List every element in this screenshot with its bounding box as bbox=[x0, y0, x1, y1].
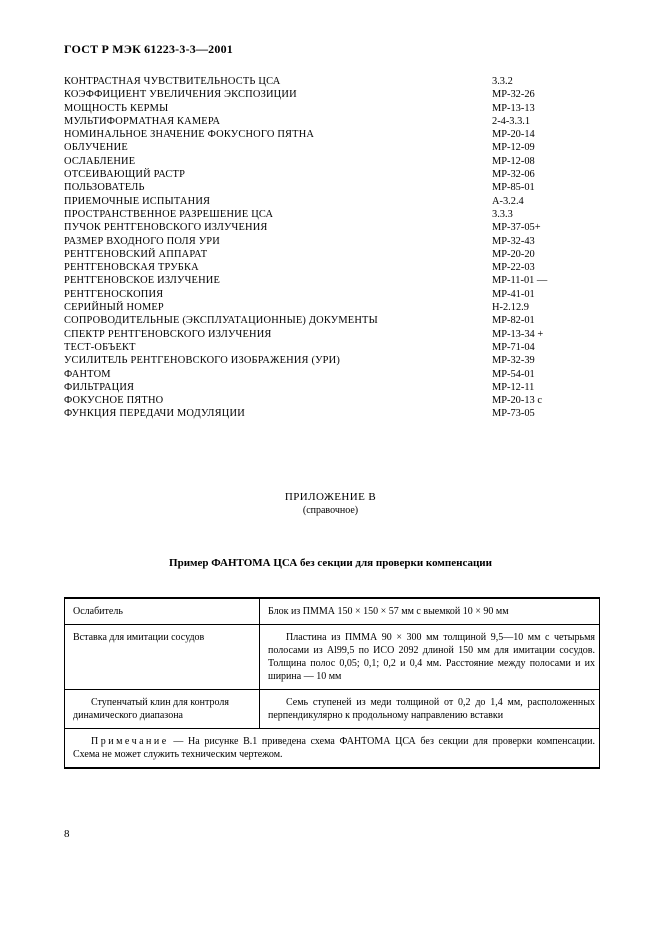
row-label: Ослабитель bbox=[65, 598, 260, 625]
table-row bbox=[65, 625, 600, 690]
term-name: ФУНКЦИЯ ПЕРЕДАЧИ МОДУЛЯЦИИ bbox=[64, 408, 245, 420]
term-name: ОТСЕИВАЮЩИЙ РАСТР bbox=[64, 169, 186, 181]
term-row bbox=[64, 195, 604, 208]
row-label: Вставка для имитации сосудов bbox=[65, 625, 260, 690]
term-row bbox=[64, 368, 604, 381]
term-row bbox=[64, 314, 604, 327]
term-name: УСИЛИТЕЛЬ РЕНТГЕНОВСКОГО ИЗОБРАЖЕНИЯ (УРИ) bbox=[64, 355, 341, 367]
appendix-subtitle: (справочное) bbox=[302, 505, 359, 516]
term-code: МР-37-05+ bbox=[492, 222, 541, 234]
term-code: МР-22-03 bbox=[492, 262, 535, 274]
term-name: СЕРИЙНЫЙ НОМЕР bbox=[64, 302, 164, 314]
term-name: ПУЧОК РЕНТГЕНОВСКОГО ИЗЛУЧЕНИЯ bbox=[64, 222, 268, 234]
terms-index-list bbox=[64, 75, 604, 421]
term-code: МР-71-04 bbox=[492, 341, 535, 353]
term-row bbox=[64, 341, 604, 354]
table-row bbox=[65, 690, 600, 729]
table-row bbox=[65, 598, 600, 625]
term-name: ОСЛАБЛЕНИЕ bbox=[64, 155, 136, 167]
term-name: РАЗМЕР ВХОДНОГО ПОЛЯ УРИ bbox=[64, 235, 220, 247]
term-code: МР-20-20 bbox=[492, 248, 535, 260]
term-code: МР-54-01 bbox=[492, 368, 535, 380]
term-name: ФИЛЬТРАЦИЯ bbox=[64, 381, 135, 393]
term-code: МР-73-05 bbox=[492, 408, 535, 420]
term-name: РЕНТГЕНОСКОПИЯ bbox=[64, 288, 164, 300]
term-name: КОНТРАСТНАЯ ЧУВСТВИТЕЛЬНОСТЬ ЦСА bbox=[64, 76, 281, 87]
page-number: 8 bbox=[64, 828, 70, 840]
term-code: Н-2.12.9 bbox=[492, 302, 529, 314]
term-name: ПРИЕМОЧНЫЕ ИСПЫТАНИЯ bbox=[64, 195, 211, 207]
term-row bbox=[64, 155, 604, 168]
example-title: Пример ФАНТОМА ЦСА без секции для проверки компенсации bbox=[169, 557, 492, 569]
term-name: РЕНТГЕНОВСКАЯ ТРУБКА bbox=[64, 262, 199, 274]
term-name: КОЭФФИЦИЕНТ УВЕЛИЧЕНИЯ ЭКСПОЗИЦИИ bbox=[64, 89, 297, 101]
term-row bbox=[64, 181, 604, 194]
row-description: Блок из ПММА 150 × 150 × 57 мм с выемкой 10 × 90 мм bbox=[260, 598, 600, 625]
term-row bbox=[64, 208, 604, 221]
term-row bbox=[64, 221, 604, 234]
note-text: — На рисунке В.1 приведена схема ФАНТОМА ЦСА без секции для проверки компенсации. Схема не может служить техническим чертежом. bbox=[73, 736, 595, 760]
term-row bbox=[64, 381, 604, 394]
term-row bbox=[64, 248, 604, 261]
term-code: МР-32-39 bbox=[492, 355, 535, 367]
term-row bbox=[64, 354, 604, 367]
term-code: МР-11-01 — bbox=[492, 275, 548, 287]
appendix-title: ПРИЛОЖЕНИЕ В bbox=[284, 491, 377, 503]
term-name: РЕНТГЕНОВСКОЕ ИЗЛУЧЕНИЕ bbox=[64, 275, 221, 287]
term-row bbox=[64, 261, 604, 274]
appendix-heading bbox=[0, 491, 661, 516]
term-name: ТЕСТ-ОБЪЕКТ bbox=[64, 341, 136, 353]
term-code: МР-13-34 + bbox=[492, 328, 544, 340]
row-description: Семь ступеней из меди толщиной от 0,2 до 1,4 мм, расположенных перпендикулярно к продольному направлению вставки bbox=[260, 690, 600, 729]
term-row bbox=[64, 168, 604, 181]
term-code: МР-12-09 bbox=[492, 142, 535, 154]
term-code: 2-4-3.3.1 bbox=[492, 115, 531, 127]
term-name: МУЛЬТИФОРМАТНАЯ КАМЕРА bbox=[64, 115, 221, 127]
term-code: МР-85-01 bbox=[492, 182, 535, 194]
term-row bbox=[64, 301, 604, 314]
term-name: ОБЛУЧЕНИЕ bbox=[64, 142, 128, 154]
term-row bbox=[64, 394, 604, 407]
term-code: МР-12-08 bbox=[492, 155, 535, 167]
term-name: СОПРОВОДИТЕЛЬНЫЕ (ЭКСПЛУАТАЦИОННЫЕ) ДОКУМЕНТЫ bbox=[64, 315, 378, 327]
term-row bbox=[64, 115, 604, 128]
term-code: МР-41-01 bbox=[492, 288, 535, 300]
term-code: МР-12-11 bbox=[492, 381, 535, 393]
term-row bbox=[64, 128, 604, 141]
phantom-spec-table bbox=[64, 597, 600, 769]
table-note-row bbox=[65, 729, 600, 769]
term-name: ФОКУСНОЕ ПЯТНО bbox=[64, 395, 164, 407]
note-label: Примечание bbox=[91, 736, 169, 747]
document-header: ГОСТ Р МЭК 61223-3-3—2001 bbox=[64, 42, 233, 56]
term-row bbox=[64, 328, 604, 341]
term-row bbox=[64, 288, 604, 301]
term-row bbox=[64, 88, 604, 101]
row-label: Ступенчатый клин для контроля динамического диапазона bbox=[65, 690, 260, 729]
term-row bbox=[64, 407, 604, 420]
term-name: ПОЛЬЗОВАТЕЛЬ bbox=[64, 182, 145, 194]
term-code: МР-13-13 bbox=[492, 102, 535, 114]
term-code: 3.3.3 bbox=[492, 208, 513, 220]
term-row bbox=[64, 235, 604, 248]
term-name: МОЩНОСТЬ КЕРМЫ bbox=[64, 102, 169, 114]
term-row bbox=[64, 102, 604, 115]
term-code: 3.3.2 bbox=[492, 76, 513, 87]
term-row bbox=[64, 141, 604, 154]
term-name: НОМИНАЛЬНОЕ ЗНАЧЕНИЕ ФОКУСНОГО ПЯТНА bbox=[64, 129, 315, 141]
term-code: МР-32-06 bbox=[492, 169, 535, 181]
term-row bbox=[64, 274, 604, 287]
term-code: МР-20-14 bbox=[492, 129, 535, 141]
term-code: А-3.2.4 bbox=[492, 195, 524, 207]
term-code: МР-20-13 с bbox=[492, 395, 542, 407]
term-name: ФАНТОМ bbox=[64, 368, 111, 380]
row-description: Пластина из ПММА 90 × 300 мм толщиной 9,5—10 мм с четырьмя полосами из Al99,5 по ИСО 2092 длиной 150 мм для имитации сосудов. Толщина полос 0,05; 0,1; 0,2 и 0,4 мм. Расстояние между полосами и их ширина — 10 мм bbox=[260, 625, 600, 690]
term-code: МР-32-43 bbox=[492, 235, 535, 247]
term-code: МР-82-01 bbox=[492, 315, 535, 327]
term-name: РЕНТГЕНОВСКИЙ АППАРАТ bbox=[64, 248, 208, 260]
term-name: ПРОСТРАНСТВЕННОЕ РАЗРЕШЕНИЕ ЦСА bbox=[64, 208, 274, 220]
term-name: СПЕКТР РЕНТГЕНОВСКОГО ИЗЛУЧЕНИЯ bbox=[64, 328, 272, 340]
term-row bbox=[64, 75, 604, 88]
table-note bbox=[65, 729, 600, 769]
term-code: МР-32-26 bbox=[492, 89, 535, 101]
